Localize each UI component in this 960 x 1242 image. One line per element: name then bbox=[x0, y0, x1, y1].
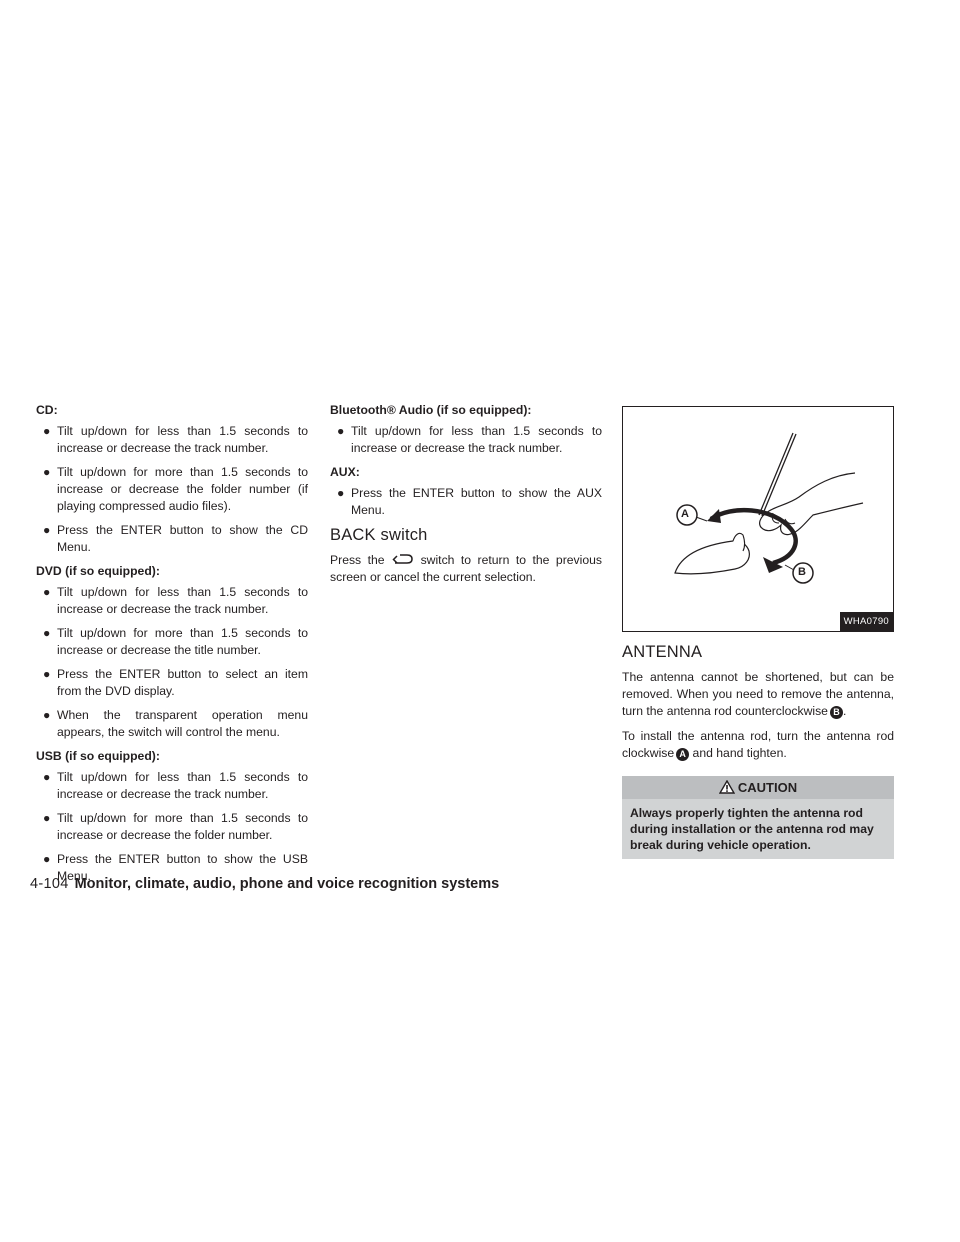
bullet-icon: ● bbox=[43, 811, 51, 825]
antenna-title: ANTENNA bbox=[622, 643, 703, 661]
list-item: ● Press the ENTER button to show the USB Menu. bbox=[43, 852, 308, 883]
callout-a: A bbox=[681, 508, 689, 520]
antenna-illustration bbox=[623, 407, 895, 633]
callout-b: B bbox=[798, 566, 806, 578]
bullet-icon: ● bbox=[43, 667, 51, 681]
list-item: ● Tilt up/down for more than 1.5 seconds to increase or decrease the title number. bbox=[43, 626, 308, 657]
usb-list bbox=[36, 769, 308, 885]
list-item: ● Tilt up/down for less than 1.5 seconds to increase or decrease the track number. bbox=[43, 585, 308, 616]
back-arrow-icon bbox=[389, 553, 415, 565]
bullet-icon: ● bbox=[43, 708, 51, 722]
page-number: 4-104 bbox=[30, 876, 69, 892]
cd-heading: CD: bbox=[36, 403, 58, 417]
antenna-paragraph-2: To install the antenna rod, turn the antenna rod clockwise A and hand tighten. bbox=[622, 729, 894, 760]
list-item: ● Press the ENTER button to show the AUX Menu. bbox=[337, 486, 602, 517]
list-item: ● When the transparent operation menu appears, the switch will control the menu. bbox=[43, 708, 308, 739]
caution-title: CAUTION bbox=[737, 780, 798, 795]
bullet-icon: ● bbox=[43, 770, 51, 784]
ref-b-icon: B bbox=[830, 706, 843, 719]
bullet-icon: ● bbox=[337, 424, 345, 438]
bluetooth-list bbox=[330, 423, 602, 457]
list-item: ● Tilt up/down for more than 1.5 seconds to increase or decrease the folder number. bbox=[43, 811, 308, 842]
bullet-icon: ● bbox=[43, 852, 51, 866]
usb-heading: USB (if so equipped): bbox=[36, 749, 160, 763]
bullet-icon: ● bbox=[337, 486, 345, 500]
ref-a-icon: A bbox=[676, 748, 689, 761]
list-item: ● Press the ENTER button to show the CD Menu. bbox=[43, 523, 308, 554]
dvd-list bbox=[36, 584, 308, 741]
bullet-icon: ● bbox=[43, 465, 51, 479]
list-item: ● Tilt up/down for less than 1.5 seconds to increase or decrease the track number. bbox=[43, 770, 308, 801]
antenna-figure bbox=[622, 406, 894, 632]
list-item: ● Press the ENTER button to select an item from the DVD display. bbox=[43, 667, 308, 698]
back-switch-text: Press the switch to return to the previous screen or cancel the current selection. bbox=[330, 553, 602, 584]
list-item: ● Tilt up/down for less than 1.5 seconds to increase or decrease the track number. bbox=[337, 424, 602, 455]
caution-text: Always properly tighten the antenna rod during installation or the antenna rod may break during vehicle operation. bbox=[630, 806, 874, 852]
aux-heading: AUX: bbox=[330, 465, 360, 479]
column-middle bbox=[330, 402, 602, 594]
caution-header bbox=[622, 776, 894, 799]
bullet-icon: ● bbox=[43, 523, 51, 537]
bullet-icon: ● bbox=[43, 626, 51, 640]
warning-triangle-icon bbox=[719, 780, 735, 794]
bluetooth-heading: Bluetooth® Audio (if so equipped): bbox=[330, 403, 532, 417]
column-left bbox=[36, 402, 308, 892]
page-footer bbox=[30, 876, 499, 892]
bullet-icon: ● bbox=[43, 424, 51, 438]
aux-list bbox=[330, 485, 602, 519]
list-item: ● Tilt up/down for less than 1.5 seconds to increase or decrease the track number. bbox=[43, 424, 308, 455]
section-title: Monitor, climate, audio, phone and voice recognition systems bbox=[74, 876, 500, 892]
list-item: ● Tilt up/down for more than 1.5 seconds to increase or decrease the folder number (if playing compressed audio files). bbox=[43, 465, 308, 513]
back-switch-title: BACK switch bbox=[330, 526, 428, 544]
antenna-paragraph-1: The antenna cannot be shortened, but can be removed. When you need to remove the antenna, turn the antenna rod counterclockwise B . bbox=[622, 670, 894, 718]
column-right bbox=[622, 402, 894, 859]
bullet-icon: ● bbox=[43, 585, 51, 599]
cd-list bbox=[36, 423, 308, 556]
dvd-heading: DVD (if so equipped): bbox=[36, 564, 160, 578]
caution-box bbox=[622, 776, 894, 859]
figure-code: WHA0790 bbox=[840, 612, 893, 631]
